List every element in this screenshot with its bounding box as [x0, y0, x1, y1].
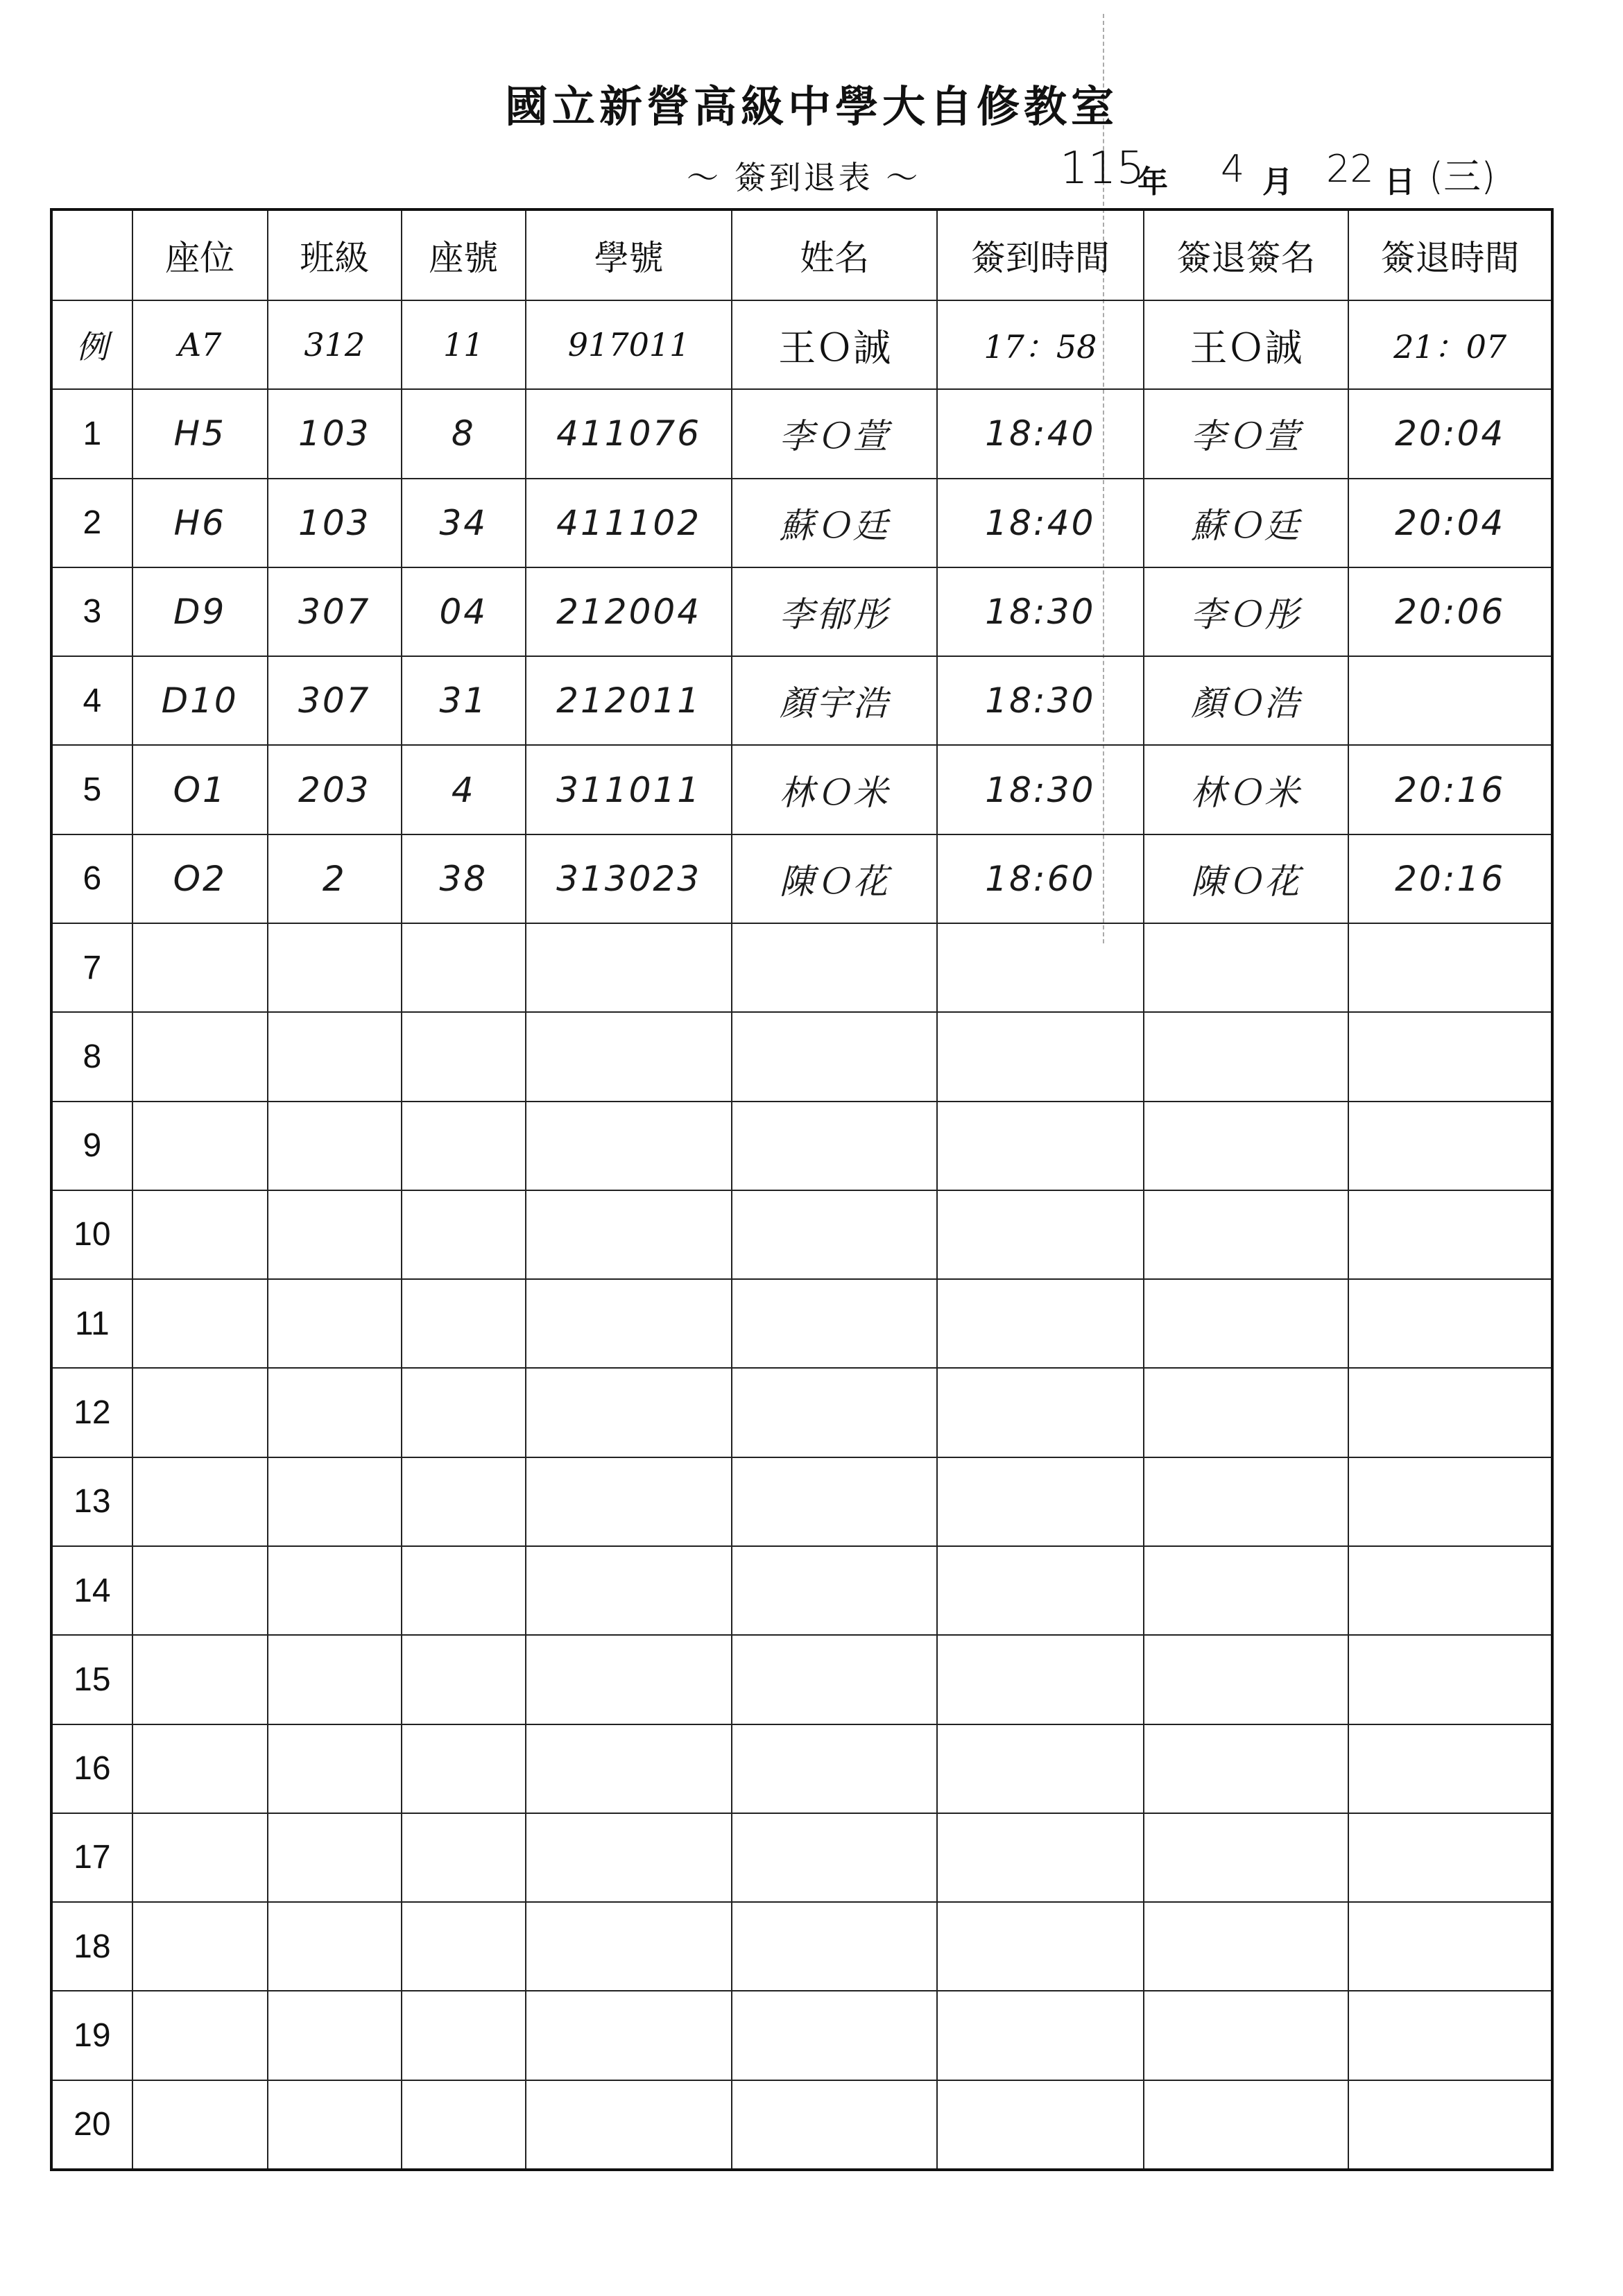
cell-signin-time — [937, 1368, 1144, 1457]
cell-seat — [132, 1279, 268, 1368]
cell-class: 307 — [268, 567, 402, 656]
row-number: 4 — [51, 656, 132, 745]
cell-number — [402, 1102, 526, 1190]
cell-class — [268, 1635, 402, 1724]
cell-number — [402, 1368, 526, 1457]
cell-signout-name: 蘇Ｏ廷 — [1144, 479, 1349, 567]
cell-name: 李郁彤 — [732, 567, 937, 656]
table-row — [51, 923, 1552, 1012]
cell-signout-time: 20:16 — [1348, 834, 1552, 923]
row-number: 2 — [51, 479, 132, 567]
cell-signout-time — [1348, 2080, 1552, 2170]
table-row — [51, 479, 1552, 567]
cell-signin-time — [937, 1635, 1144, 1724]
cell-seat — [132, 1368, 268, 1457]
cell-seat: O2 — [132, 834, 268, 923]
row-number: 8 — [51, 1012, 132, 1101]
cell-name: 陳Ｏ花 — [732, 834, 937, 923]
table-row — [51, 834, 1552, 923]
cell-signin-time: 18:60 — [937, 834, 1144, 923]
table-row — [51, 1546, 1552, 1635]
col-header-name: 姓名 — [732, 209, 937, 300]
cell-seat: H6 — [132, 479, 268, 567]
cell-signout-name: 陳Ｏ花 — [1144, 834, 1349, 923]
cell-student-id: 311011 — [526, 745, 732, 834]
cell-student-id: 212004 — [526, 567, 732, 656]
table-row — [51, 1991, 1552, 2080]
cell-signin-time: 17：58 — [937, 300, 1144, 389]
cell-signin-time — [937, 1457, 1144, 1546]
cell-student-id — [526, 1724, 732, 1813]
cell-class — [268, 1368, 402, 1457]
table-row — [51, 1190, 1552, 1279]
cell-signout-name — [1144, 1190, 1349, 1279]
table-row — [51, 656, 1552, 745]
cell-student-id — [526, 1546, 732, 1635]
cell-student-id — [526, 1279, 732, 1368]
cell-number: 4 — [402, 745, 526, 834]
cell-seat: H5 — [132, 389, 268, 478]
cell-signout-time: 21：07 — [1348, 300, 1552, 389]
col-header-student-id: 學號 — [526, 209, 732, 300]
cell-signout-time — [1348, 1902, 1552, 1991]
table-row — [51, 1635, 1552, 1724]
cell-signin-time — [937, 1190, 1144, 1279]
cell-seat — [132, 1012, 268, 1101]
cell-seat — [132, 2080, 268, 2170]
date-month: 4 — [1221, 147, 1245, 191]
cell-class: 312 — [268, 300, 402, 389]
cell-seat — [132, 1102, 268, 1190]
cell-class — [268, 1546, 402, 1635]
cell-student-id: 313023 — [526, 834, 732, 923]
header-row — [51, 209, 1552, 300]
table-row — [51, 1724, 1552, 1813]
col-header-index — [51, 209, 132, 300]
cell-signout-name: 林Ｏ米 — [1144, 745, 1349, 834]
cell-name: 王Ｏ誠 — [732, 300, 937, 389]
cell-class — [268, 1902, 402, 1991]
cell-seat — [132, 1902, 268, 1991]
cell-student-id — [526, 1190, 732, 1279]
cell-number — [402, 1012, 526, 1101]
cell-number — [402, 1813, 526, 1902]
cell-signout-time — [1348, 1457, 1552, 1546]
cell-signout-time — [1348, 1190, 1552, 1279]
cell-signin-time — [937, 1279, 1144, 1368]
cell-class: 2 — [268, 834, 402, 923]
cell-seat — [132, 1457, 268, 1546]
cell-signin-time — [937, 2080, 1144, 2170]
cell-signout-name — [1144, 1546, 1349, 1635]
cell-class — [268, 1813, 402, 1902]
cell-student-id — [526, 1457, 732, 1546]
cell-signout-name — [1144, 923, 1349, 1012]
cell-signout-time — [1348, 1635, 1552, 1724]
table-row — [51, 745, 1552, 834]
cell-signin-time — [937, 1991, 1144, 2080]
cell-student-id: 411076 — [526, 389, 732, 478]
cell-seat — [132, 1813, 268, 1902]
cell-signout-time — [1348, 1546, 1552, 1635]
page-title: 國立新營高級中學大自修教室 — [504, 81, 1118, 132]
cell-class — [268, 1279, 402, 1368]
cell-signout-name — [1144, 1991, 1349, 2080]
cell-signout-name: 李Ｏ萱 — [1144, 389, 1349, 478]
cell-class — [268, 1457, 402, 1546]
col-header-number: 座號 — [402, 209, 526, 300]
date-day: 22 — [1326, 147, 1374, 191]
cell-number — [402, 1279, 526, 1368]
cell-seat: O1 — [132, 745, 268, 834]
row-number: 9 — [51, 1102, 132, 1190]
row-number: 10 — [51, 1190, 132, 1279]
cell-class: 103 — [268, 479, 402, 567]
date-day-unit: 日 — [1384, 164, 1415, 200]
row-number: 7 — [51, 923, 132, 1012]
cell-student-id — [526, 1635, 732, 1724]
row-number: 3 — [51, 567, 132, 656]
row-number: 17 — [51, 1813, 132, 1902]
cell-number — [402, 1457, 526, 1546]
cell-number — [402, 1724, 526, 1813]
cell-class — [268, 1190, 402, 1279]
cell-number: 8 — [402, 389, 526, 478]
cell-number — [402, 923, 526, 1012]
cell-name — [732, 1012, 937, 1101]
cell-signout-name: 顏Ｏ浩 — [1144, 656, 1349, 745]
date-month-unit: 月 — [1262, 164, 1293, 200]
cell-class: 103 — [268, 389, 402, 478]
table-row — [51, 1012, 1552, 1101]
cell-name — [732, 1190, 937, 1279]
table-row — [51, 1457, 1552, 1546]
table-row — [51, 1813, 1552, 1902]
cell-signout-name — [1144, 1279, 1349, 1368]
cell-signout-time — [1348, 1279, 1552, 1368]
table-row — [51, 1279, 1552, 1368]
cell-signin-time — [937, 1724, 1144, 1813]
cell-class — [268, 1102, 402, 1190]
col-header-signin-time: 簽到時間 — [937, 209, 1144, 300]
cell-name: 蘇Ｏ廷 — [732, 479, 937, 567]
cell-name — [732, 1102, 937, 1190]
cell-seat: A7 — [132, 300, 268, 389]
cell-number: 31 — [402, 656, 526, 745]
cell-class — [268, 923, 402, 1012]
cell-student-id — [526, 1102, 732, 1190]
cell-name — [732, 1902, 937, 1991]
cell-student-id: 212011 — [526, 656, 732, 745]
cell-name — [732, 1368, 937, 1457]
cell-signin-time — [937, 1102, 1144, 1190]
cell-student-id: 917011 — [526, 300, 732, 389]
cell-student-id — [526, 1813, 732, 1902]
cell-student-id — [526, 2080, 732, 2170]
cell-signin-time: 18:40 — [937, 389, 1144, 478]
cell-signout-name: 王Ｏ誠 — [1144, 300, 1349, 389]
cell-seat — [132, 1991, 268, 2080]
cell-student-id — [526, 1012, 732, 1101]
cell-signout-time — [1348, 1724, 1552, 1813]
page-subtitle: ～ 簽到退表 ～ — [687, 159, 921, 196]
cell-signout-name — [1144, 2080, 1349, 2170]
cell-number: 11 — [402, 300, 526, 389]
cell-signin-time — [937, 1546, 1144, 1635]
cell-class: 203 — [268, 745, 402, 834]
col-header-signout-name: 簽退簽名 — [1144, 209, 1349, 300]
cell-name: 顏宇浩 — [732, 656, 937, 745]
row-number: 16 — [51, 1724, 132, 1813]
cell-number: 34 — [402, 479, 526, 567]
cell-signout-time: 20:04 — [1348, 479, 1552, 567]
cell-signout-time — [1348, 656, 1552, 745]
cell-name: 李Ｏ萱 — [732, 389, 937, 478]
cell-signin-time — [937, 1813, 1144, 1902]
cell-class — [268, 1991, 402, 2080]
cell-student-id — [526, 923, 732, 1012]
cell-signout-name — [1144, 1368, 1349, 1457]
table-row — [51, 2080, 1552, 2170]
row-number: 20 — [51, 2080, 132, 2170]
signin-table — [50, 208, 1554, 2171]
cell-seat — [132, 1635, 268, 1724]
cell-student-id: 411102 — [526, 479, 732, 567]
cell-number: 04 — [402, 567, 526, 656]
row-number: 15 — [51, 1635, 132, 1724]
cell-number — [402, 1190, 526, 1279]
date-weekday: (三) — [1429, 155, 1496, 198]
cell-signout-name — [1144, 1813, 1349, 1902]
cell-signout-name — [1144, 1635, 1349, 1724]
col-header-signout-time: 簽退時間 — [1348, 209, 1552, 300]
table-row — [51, 389, 1552, 478]
cell-number — [402, 1991, 526, 2080]
col-header-seat: 座位 — [132, 209, 268, 300]
cell-class — [268, 1012, 402, 1101]
cell-signin-time: 18:30 — [937, 745, 1144, 834]
cell-number — [402, 1902, 526, 1991]
cell-name — [732, 1635, 937, 1724]
cell-name: 林Ｏ米 — [732, 745, 937, 834]
row-number: 5 — [51, 745, 132, 834]
cell-student-id — [526, 1368, 732, 1457]
cell-signout-name — [1144, 1902, 1349, 1991]
cell-signout-time — [1348, 1368, 1552, 1457]
cell-number — [402, 1635, 526, 1724]
cell-signout-time — [1348, 1991, 1552, 2080]
table-row — [51, 1902, 1552, 1991]
date-year: 115 — [1060, 143, 1145, 194]
cell-signout-name: 李Ｏ彤 — [1144, 567, 1349, 656]
col-header-class: 班級 — [268, 209, 402, 300]
cell-name — [732, 1813, 937, 1902]
cell-seat — [132, 1724, 268, 1813]
cell-signin-time — [937, 1012, 1144, 1101]
cell-signout-name — [1144, 1724, 1349, 1813]
cell-name — [732, 923, 937, 1012]
cell-signout-time: 20:16 — [1348, 745, 1552, 834]
cell-seat: D10 — [132, 656, 268, 745]
row-number: 18 — [51, 1902, 132, 1991]
cell-name — [732, 1279, 937, 1368]
example-label: 例 — [51, 300, 132, 389]
cell-signin-time: 18:40 — [937, 479, 1144, 567]
cell-class — [268, 1724, 402, 1813]
cell-name — [732, 1991, 937, 2080]
cell-name — [732, 1546, 937, 1635]
cell-signout-name — [1144, 1102, 1349, 1190]
cell-name — [732, 1457, 937, 1546]
cell-number — [402, 2080, 526, 2170]
cell-signin-time — [937, 1902, 1144, 1991]
row-number: 11 — [51, 1279, 132, 1368]
cell-number — [402, 1546, 526, 1635]
cell-name — [732, 2080, 937, 2170]
row-number: 19 — [51, 1991, 132, 2080]
row-number: 13 — [51, 1457, 132, 1546]
cell-signout-time: 20:06 — [1348, 567, 1552, 656]
cell-signin-time: 18:30 — [937, 656, 1144, 745]
cell-student-id — [526, 1902, 732, 1991]
cell-signout-name — [1144, 1012, 1349, 1101]
cell-seat — [132, 1546, 268, 1635]
cell-class — [268, 2080, 402, 2170]
cell-seat — [132, 1190, 268, 1279]
cell-signout-time — [1348, 1102, 1552, 1190]
cell-seat: D9 — [132, 567, 268, 656]
date-year-unit: 年 — [1137, 164, 1168, 200]
cell-signout-time — [1348, 923, 1552, 1012]
cell-signout-time — [1348, 1012, 1552, 1101]
row-number: 6 — [51, 834, 132, 923]
table-row — [51, 567, 1552, 656]
cell-signout-name — [1144, 1457, 1349, 1546]
cell-signout-time: 20:04 — [1348, 389, 1552, 478]
row-number: 1 — [51, 389, 132, 478]
cell-signin-time: 18:30 — [937, 567, 1144, 656]
table-row — [51, 1102, 1552, 1190]
table-row — [51, 1368, 1552, 1457]
row-number: 12 — [51, 1368, 132, 1457]
cell-number: 38 — [402, 834, 526, 923]
cell-signout-time — [1348, 1813, 1552, 1902]
cell-class: 307 — [268, 656, 402, 745]
cell-student-id — [526, 1991, 732, 2080]
example-row — [51, 300, 1552, 389]
row-number: 14 — [51, 1546, 132, 1635]
cell-seat — [132, 923, 268, 1012]
cell-signin-time — [937, 923, 1144, 1012]
cell-name — [732, 1724, 937, 1813]
